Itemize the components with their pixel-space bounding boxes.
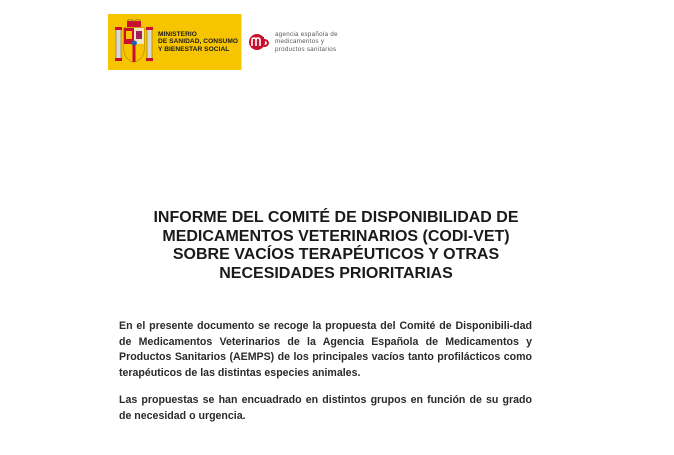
intro-paragraph: En el presente documento se recoge la propuesta del Comité de Disponibili-dad de Medicamentos Veterinarios de la Agencia Española de Medicamentos y Productos Sanitarios (AEMPS) de los principales vacíos tanto profilácticos como terapéuticos de las distintas especies animales. [119,320,532,379]
title-line-3: SOBRE VACÍOS TERAPÉUTICOS Y OTRAS [172,246,500,263]
title-line-1: INFORME DEL COMITÉ DE DISPONIBILIDAD DE [153,209,519,226]
ministry-line-1: MINISTERIO [158,30,197,38]
aemps-logo-icon [248,33,272,51]
coat-of-arms-icon [114,19,154,65]
agency-logo [241,14,341,70]
agency-line-3: productos sanitarios [275,45,337,53]
header-logos [108,14,341,70]
document-title [96,209,576,283]
ministry-line-3: Y BIENESTAR SOCIAL [158,45,230,53]
agency-line-1: agencia española de [275,30,338,38]
title-line-4: NECESIDADES PRIORITARIAS [219,264,453,282]
ministry-name [158,31,240,54]
ministry-line-2: DE SANIDAD, CONSUMO [158,38,239,46]
agency-line-2: medicamentos y [275,38,325,46]
ministry-logo [108,14,241,70]
proposals-paragraph: Las propuestas se han encuadrado en distintos grupos en función de su grado de necesidad o urgencia. [119,394,532,422]
agency-name [275,31,338,53]
title-line-2: MEDICAMENTOS VETERINARIOS (CODI-VET) [162,227,510,245]
